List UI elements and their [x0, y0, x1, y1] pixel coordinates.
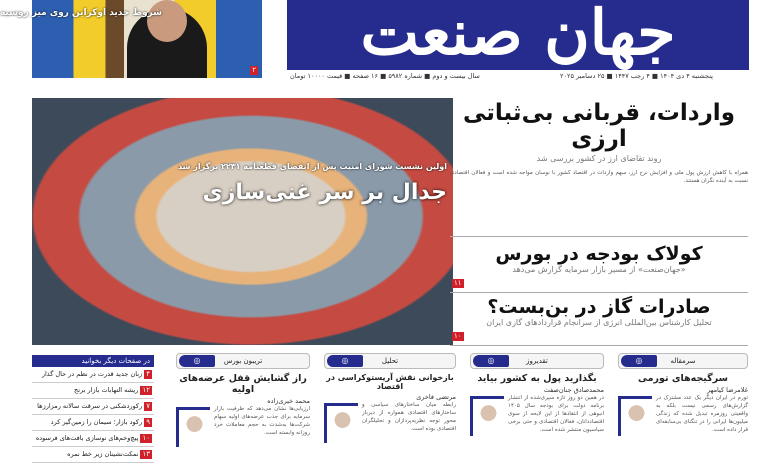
top-story-photo[interactable] [0, 0, 262, 78]
column-author: محمدصادق جنان‌صفت [543, 386, 604, 394]
list-item[interactable]: ۴ زبان جدید قدرت در نظم در حال گذار [32, 367, 154, 383]
story-item[interactable] [450, 296, 748, 346]
other-pages-title: در صفحات دیگر بخوانید [32, 355, 154, 367]
column-tag: تقدیروز ◎ [470, 353, 604, 369]
column-body: رابطه میان ساختارهای سیاسی و ساختارهای اقتصادی همواره از دیرباز محور توجه نظریه‌پردازان و تحلیلگران اقتصادی بوده است. [362, 402, 456, 432]
story-subhead: «جهان‌صنعت» از مسیر بازار سرمایه گزارش می‌دهد [512, 265, 686, 274]
story-item[interactable] [450, 243, 748, 293]
lead-headline: واردات، قربانی بی‌ثباتی ارزی [463, 100, 735, 152]
list-item[interactable]: ۹ رکود بازار؛ سیمان را زمین‌گیر کرد [32, 415, 154, 431]
column-tag: سرمقاله ◎ [618, 353, 748, 369]
person-head [147, 0, 187, 42]
column-article[interactable] [324, 353, 456, 470]
column-icon: ◎ [473, 355, 509, 367]
column-author: مرتضی فاخری [416, 393, 456, 401]
column-body: تورم در ایران دیگر یک عدد مشترک در گزارش‌های رسمی نیست بلکه به واقعیتی روزمره تبدیل شده که زندگی میلیون‌ها ایرانی را در تنگنای بی‌سابقه‌ای قرار داده است. [656, 395, 748, 433]
list-item[interactable]: ۱۲ ریشه التهابات بازار برنج [32, 383, 154, 399]
other-pages-box [32, 355, 154, 463]
column-article[interactable] [470, 353, 604, 470]
page-ref: ۲ [252, 66, 256, 74]
page-ref: ۱۱ [454, 279, 462, 287]
column-title: راز گشایش قفل عرضه‌های اولیه [179, 373, 307, 395]
list-item[interactable]: ۱۳ نمکت‌نشینان زیر خط نمره [32, 447, 154, 463]
top-story-caption: شروط جدید اوکراین روی میز روسیه [0, 8, 162, 18]
column-icon: ◎ [621, 355, 657, 367]
dateline: پنجشنبه ۴ دی ۱۴۰۴ ■ ۴ رجب ۱۴۴۷ ■ ۲۵ دسامبر ۲۰۲۵ [560, 72, 713, 80]
story-subhead: تحلیل کارشناس بین‌المللی انرژی از سرانجام قراردادهای گازی ایران [486, 318, 712, 327]
author-portrait [324, 403, 358, 443]
column-tag: تحلیل ◎ [324, 353, 456, 369]
story-headline: صادرات گاز در بن‌بست؟ [487, 296, 711, 318]
column-title: بگذارید پول به کشور بیاید [477, 373, 597, 384]
photo-kicker: اولین نشست شورای امنیت پس از انقضای قطعنامه ۲۲۳۱ برگزار شد [177, 162, 447, 171]
column-article[interactable] [176, 353, 310, 470]
newspaper-logo: جهان صنعت [287, 0, 749, 70]
column-title: بازخوانی نقش آریستوکراسی در اقتصاد [326, 373, 454, 391]
main-photo-story[interactable] [32, 98, 453, 345]
list-item[interactable]: ۱۰ پیچ‌وخم‌های نوسازی بافت‌های فرسوده [32, 431, 154, 447]
column-title: سرگیجه‌های تورمی [638, 373, 728, 384]
column-tag: تریبون بورس ◎ [176, 353, 310, 369]
column-icon: ◎ [179, 355, 215, 367]
column-body: در همین دو روز تازه سپری‌شده از انتشار برنامه دولت برای بودجه سال ۱۴۰۵ انبوهی از انتقادها از این لایحه از سوی اقتصاددانان، فعالان اقتصادی و حتی برخی سیاسیون منتشر شده است. [508, 395, 604, 433]
column-author: غلامرضا کیامهر [706, 386, 748, 394]
lead-story[interactable] [450, 100, 748, 257]
divider [450, 236, 748, 237]
list-item[interactable]: ۷ رکوردشکنی در سرقت سالانه رمزارزها [32, 399, 154, 415]
column-body: ارزیابی‌ها نشان می‌دهد که ظرفیت بازار سرمایه برای جذب عرضه‌های اولیه سهام شرکت‌ها به‌شدت به حجم معاملات خرد روزانه وابسته است. [214, 406, 310, 436]
author-portrait [470, 396, 504, 436]
column-article[interactable] [618, 353, 748, 470]
author-portrait [176, 407, 210, 447]
photo-headline: جدال بر سر غنی‌سازی [202, 180, 447, 205]
column-icon: ◎ [327, 355, 363, 367]
column-author: محمد خیری‌زاده [267, 397, 310, 405]
lead-body: همراه با کاهش ارزش پول ملی و افزایش نرخ ارز، سهم واردات در اقتصاد کشور با نوسان مواجه شده است و فعالان اقتصادی نسبت به آینده نگران هستند. [450, 170, 748, 184]
page-ref: ۱۰ [454, 332, 462, 340]
lead-subhead: روند تقاضای ارز در کشور بررسی شد [536, 154, 662, 163]
issue-info: سال بیست و دوم ■ شماره ۵۹۸۲ ■ ۱۶ صفحه ■ قیمت ۱۰۰۰۰ تومان [290, 72, 480, 80]
story-headline: کولاک بودجه در بورس [495, 243, 703, 265]
author-portrait [618, 396, 652, 436]
